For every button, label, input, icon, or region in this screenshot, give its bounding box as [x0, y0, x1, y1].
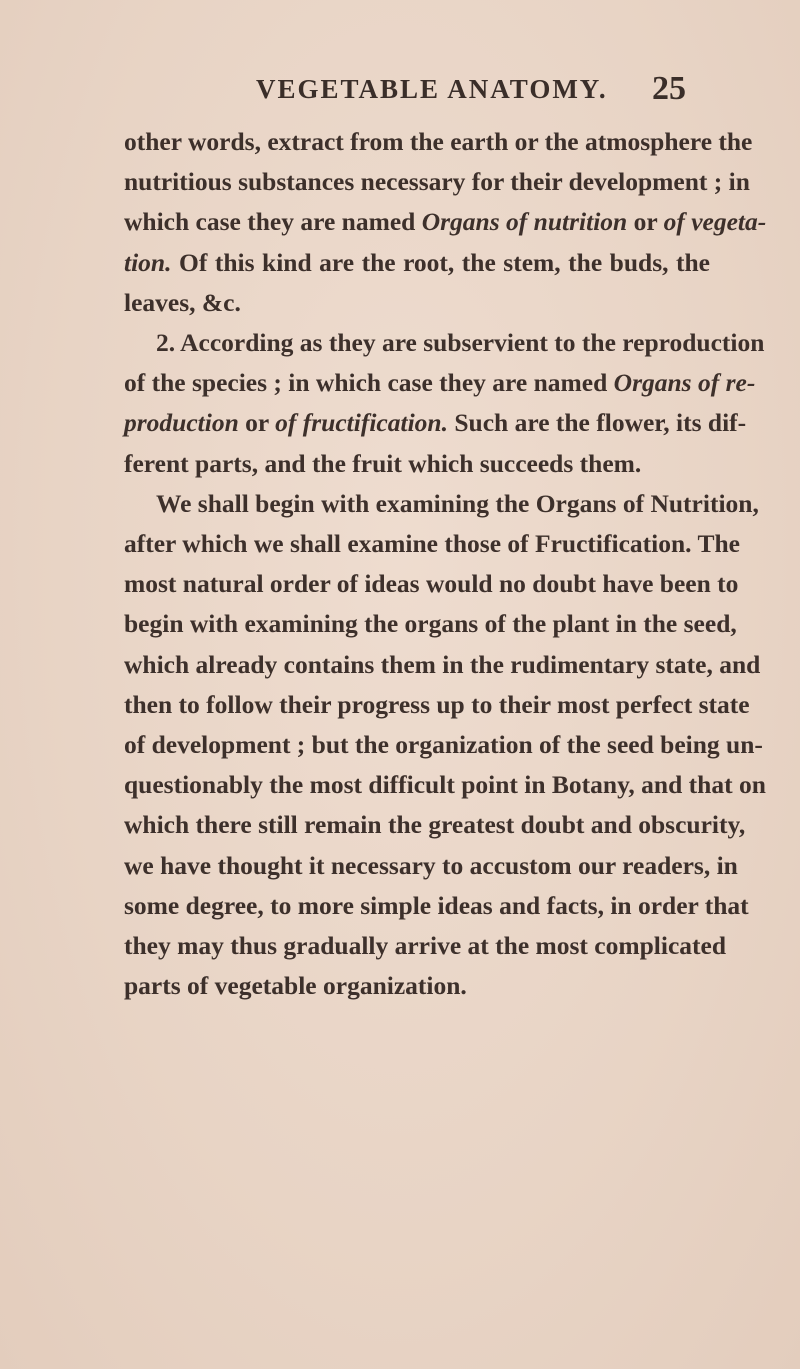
- text-line: [124, 725, 763, 765]
- text-segment: they may thus gradually arrive at the most complicated: [124, 931, 727, 961]
- text-line: [124, 323, 765, 363]
- text-line: [124, 484, 759, 524]
- text-segment: which case they are named: [124, 207, 422, 237]
- text-segment: nutritious substances necessary for their development ; in: [124, 167, 750, 197]
- text-line: [124, 765, 766, 805]
- text-segment: some degree, to more simple ideas and facts, in order that: [124, 890, 749, 920]
- text-line: [124, 886, 749, 926]
- text-line: [124, 805, 746, 845]
- text-line: [124, 564, 739, 604]
- text-line: [124, 685, 750, 725]
- text-segment: Of this kind are the root, the stem, the buds, the: [171, 247, 710, 277]
- text-line: [124, 283, 710, 323]
- text-segment: Such are the flower, its dif-: [447, 408, 747, 438]
- text-segment: after which we shall examine those of Fructification. The: [124, 529, 740, 559]
- italic-text: Organs of re-: [613, 368, 756, 398]
- italic-text: production: [124, 408, 239, 438]
- text-line: [124, 403, 747, 443]
- text-line: [124, 966, 710, 1006]
- text-line: [124, 846, 738, 886]
- text-segment: begin with examining the organs of the plant in the seed,: [124, 609, 737, 639]
- text-line: [124, 645, 761, 685]
- body-text: [124, 122, 767, 1006]
- running-head: [0, 70, 800, 114]
- text-segment: ferent parts, and the fruit which succeeds them.: [124, 448, 642, 478]
- text-segment: or: [238, 408, 276, 438]
- text-line: [124, 524, 740, 564]
- text-line: [124, 444, 710, 484]
- page-number: 25: [652, 70, 686, 107]
- text-line: [124, 162, 750, 202]
- text-segment: We shall begin with examining the Organs of Nutrition,: [156, 488, 759, 518]
- text-segment: parts of vegetable organization.: [124, 971, 467, 1001]
- text-segment: which there still remain the greatest doubt and obscurity,: [124, 810, 746, 840]
- text-segment: leaves, &c.: [124, 287, 241, 317]
- text-line: [124, 243, 710, 283]
- italic-text: of vegeta-: [663, 207, 767, 237]
- text-segment: other words, extract from the earth or the atmosphere the: [124, 127, 753, 156]
- italic-text: Organs of nutrition: [421, 207, 628, 237]
- text-segment: of the species ; in which case they are named: [124, 368, 614, 398]
- italic-text: tion.: [124, 247, 172, 277]
- text-segment: 2. According as they are subservient to the reproduction: [156, 328, 765, 358]
- text-line: [124, 926, 727, 966]
- text-line: [124, 202, 767, 242]
- text-segment: questionably the most difficult point in Botany, and that on: [124, 770, 766, 800]
- text-segment: we have thought it necessary to accustom our readers, in: [124, 850, 738, 880]
- text-segment: of development ; but the organization of the seed being un-: [124, 730, 763, 760]
- text-segment: most natural order of ideas would no doubt have been to: [124, 569, 739, 599]
- text-segment: which already contains them in the rudimentary state, and: [124, 649, 761, 679]
- text-line: [124, 122, 753, 162]
- text-segment: or: [627, 207, 664, 237]
- running-head-title: VEGETABLE ANATOMY.: [256, 74, 608, 104]
- text-line: [124, 604, 737, 644]
- text-segment: then to follow their progress up to their most perfect state: [124, 689, 750, 719]
- text-line: [124, 363, 756, 403]
- italic-text: of fructification.: [275, 408, 448, 438]
